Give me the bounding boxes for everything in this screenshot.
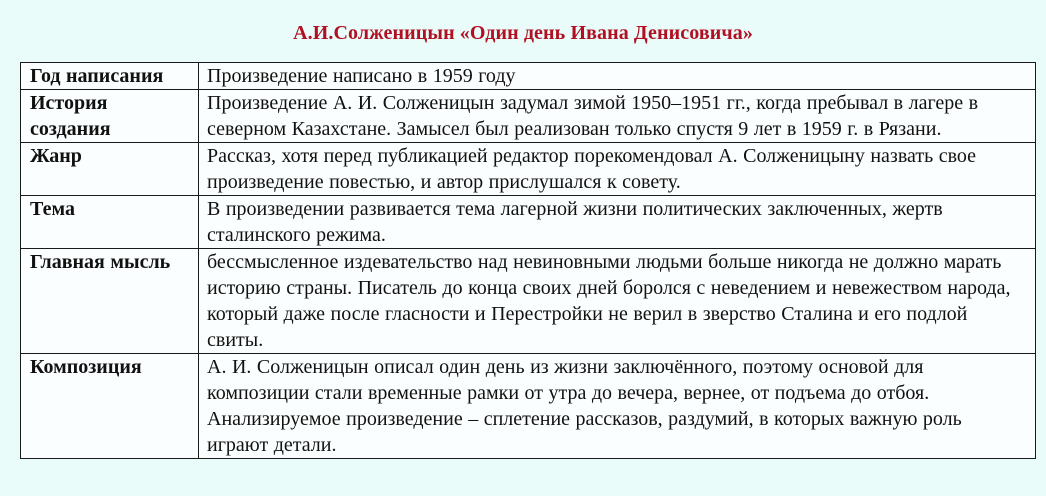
row-value: бессмысленное издевательство над невиновными людьми больше никогда не должно марать историю страны. Писатель до конца своих дней боролся с неведением и невежеством народа, который даже после гласности и Перестройки не верил в зверство Сталина и его подлой свиты.	[199, 249, 1036, 354]
row-label: Год написания	[21, 63, 199, 90]
row-value: Произведение А. И. Солженицын задумал зимой 1950–1951 гг., когда пребывал в лагере в северном Казахстане. Замысел был реализован только спустя 9 лет в 1959 г. в Рязани.	[199, 90, 1036, 143]
table-row-year	[21, 63, 1036, 90]
table-row-main-idea	[21, 249, 1036, 354]
row-value: В произведении развивается тема лагерной жизни политических заключенных, жертв сталинского режима.	[199, 196, 1036, 249]
row-label: История создания	[21, 90, 199, 143]
info-table	[20, 62, 1036, 459]
table-row-history	[21, 90, 1036, 143]
row-value: Рассказ, хотя перед публикацией редактор порекомендовал А. Солженицыну назвать свое произведение повестью, и автор прислушался к совету.	[199, 143, 1036, 196]
table-row-genre	[21, 143, 1036, 196]
row-label: Жанр	[21, 143, 199, 196]
row-value: А. И. Солженицын описал один день из жизни заключённого, поэтому основой для композиции стали временные рамки от утра до вечера, вернее, от подъема до отбоя. Анализируемое произведение – сплетение рассказов, раздумий, в которых важную роль играют детали.	[199, 354, 1036, 459]
row-label: Главная мысль	[21, 249, 199, 354]
table-row-theme	[21, 196, 1036, 249]
table-row-composition	[21, 354, 1036, 459]
row-value: Произведение написано в 1959 году	[199, 63, 1036, 90]
row-label: Тема	[21, 196, 199, 249]
row-label: Композиция	[21, 354, 199, 459]
page-title: А.И.Солженицын «Один день Ивана Денисовича»	[293, 22, 753, 44]
